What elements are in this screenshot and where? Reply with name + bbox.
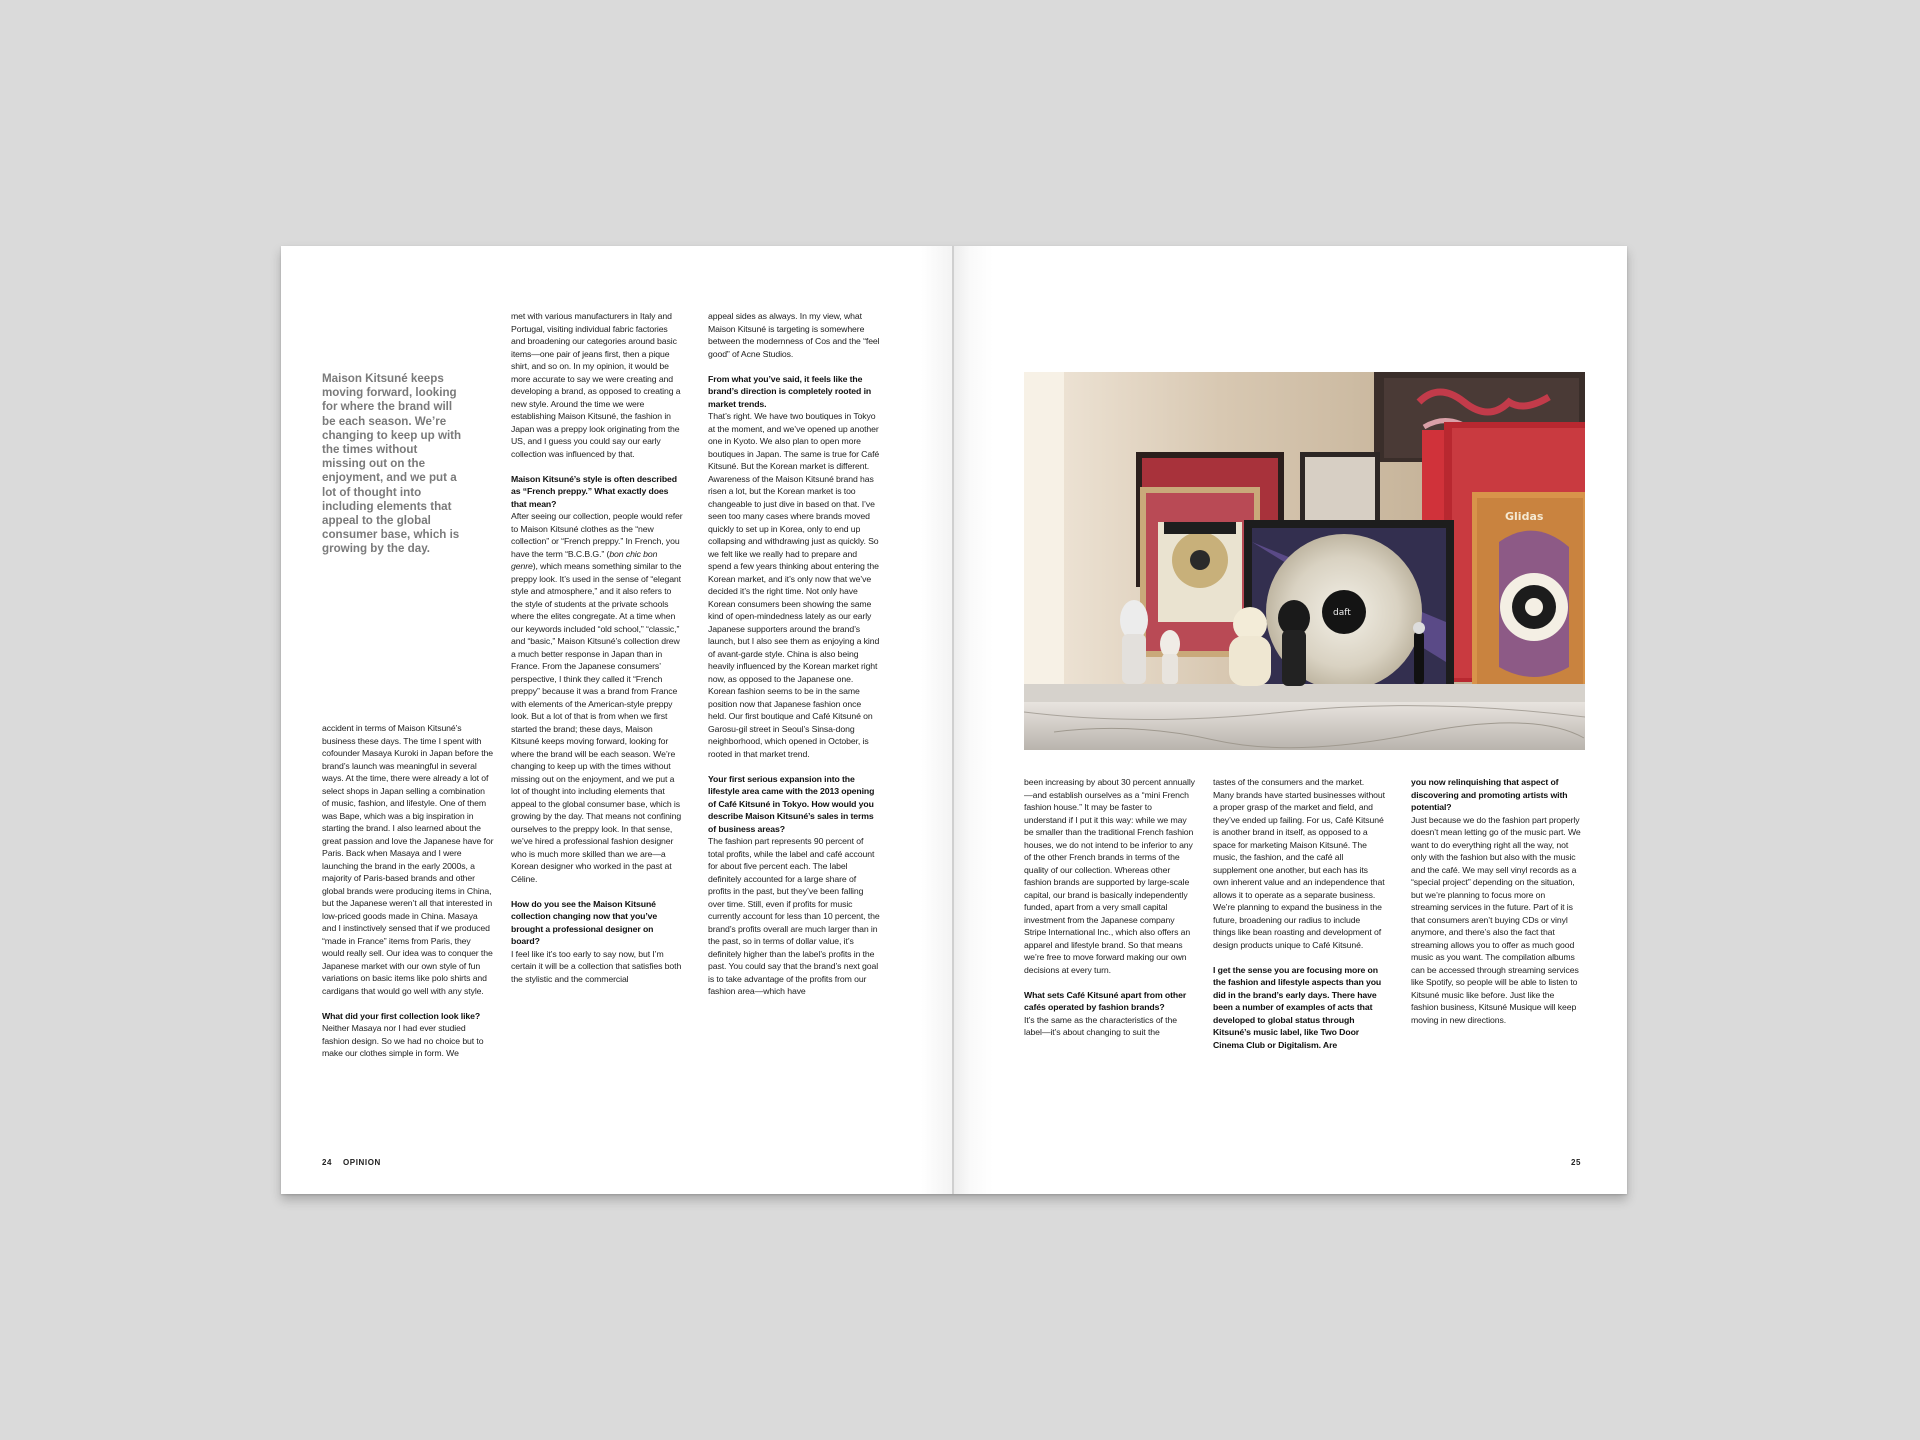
- text-column-2: [511, 310, 683, 985]
- interview-question: you now relinquishing that aspect of discovering and promoting artists with potential?: [1411, 777, 1568, 812]
- text-column-3: [1411, 776, 1583, 1026]
- interview-question: What sets Café Kitsuné apart from other cafés operated by fashion brands?: [1024, 989, 1187, 1012]
- left-page: [281, 246, 953, 1194]
- page-footer: [322, 1158, 381, 1167]
- text-column-1: [322, 722, 494, 1060]
- answer-text: After seeing our collection, people would refer to Maison Kitsuné clothes as the “new collection” or “French preppy.” In French, you have the term “B.C.B.G.” (: [511, 511, 683, 559]
- interview-question: From what you’ve said, it feels like the brand’s direction is completely rooted in market trends.: [708, 373, 872, 409]
- interview-question: Maison Kitsuné’s style is often described as “French preppy.” What exactly does that mean?: [511, 473, 677, 509]
- interview-answer: [511, 510, 683, 885]
- answer-italic: bon chic bon genre: [511, 548, 658, 571]
- mantelpiece-photo: [1024, 372, 1585, 750]
- spine-fold: [952, 246, 954, 1194]
- text-column-2: [1213, 776, 1385, 1051]
- interview-question: How do you see the Maison Kitsuné collection changing now that you’ve brought a professional designer on board?: [511, 898, 658, 946]
- right-page: [953, 246, 1627, 1194]
- poster-text: Glidas: [1505, 510, 1544, 523]
- page-number: 25: [1571, 1158, 1582, 1167]
- paragraph: met with various manufacturers in Italy and Portugal, visiting individual fabric factories and broadening our categories around basic items—one pair of jeans first, then a pique shirt, and so on. In my opinion, it would be more accurate to say we were creating and developing a brand, as opposed to creating a new style. Around the time we were establishing Maison Kitsuné, the fashion in Japan was a preppy look originating from the US, and I guess you could say our early collection was influenced by that.: [511, 311, 681, 459]
- interview-answer: The fashion part represents 90 percent of total profits, while the label and café account for about five percent each. The label definitely accounted for a large share of profits in the past, but they’ve been falling over time. Still, even if profits for music currently account for less than 10 percent, the brand’s profits overall are much larger than in the past, so in terms of dollar value, it’s definitely higher than the label’s profits in the past. You could say that the brand’s next goal is to take advantage of the profits from our fashion area—which have: [708, 836, 880, 996]
- paragraph: appeal sides as always. In my view, what Maison Kitsuné is targeting is somewhere between the modernness of Cos and the “feel good” of Acne Studios.: [708, 311, 880, 359]
- interview-answer: Neither Masaya nor I had ever studied fashion design. So we had no choice but to make our clothes simple in form. We: [322, 1023, 484, 1058]
- answer-text: ), which means something similar to the preppy look. It’s used in the sense of “elegant style and atmosphere,” and it also refers to the style of students at the private schools where the elites congregate. At a time when our keywords included “old school,” “classic,” and “basic,” Maison Kitsuné’s collection drew a much better response in Japan than in France. From the Japanese consumers’ perspective, I think they called it “French preppy” because it was a brand from France with elements of the American-style preppy look. But a lot of that is from when we first started the brand; these days, Maison Kitsuné keeps moving forward, looking for where the brand will be each season. We’re changing to keep up with the times without missing out on the enjoyment, and we put a lot of thought into including elements that appeal to the global consumer base, which is growing by the day. That means not confining ourselves to the preppy look. In that sense, we’ve hired a professional fashion designer who is much more skilled than we are—a Korean designer who worked in the past at Céline.: [511, 561, 682, 884]
- interview-answer: I feel like it’s too early to say now, but I’m certain it will be a collection that satisfies both the stylistic and the commercial: [511, 948, 682, 984]
- text-column-3: [708, 310, 880, 998]
- interview-answer: Just because we do the fashion part properly doesn’t mean letting go of the music part. We want to do everything right all the way, not only with the fashion but also with the music and the café. We may sell vinyl records as a “special project” depending on the situation, but we’re planning to focus more on streaming services in the future. Part of it is that consumers aren’t buying CDs or vinyl anymore, and there’s also the fact that streaming allows you to offer as much good music as you want. The compilation albums can be accessed through streaming services like Spotify, so people will be able to listen to Kitsuné music like before. Just like the fashion business, Kitsuné Musique will keep moving in new directions.: [1411, 814, 1581, 1025]
- interview-question: What did your first collection look like?: [322, 1010, 481, 1021]
- section-label: OPINION: [342, 1158, 381, 1167]
- interview-answer: It’s the same as the characteristics of the label—it’s about changing to suit the: [1024, 1014, 1177, 1037]
- interview-question: I get the sense you are focusing more on the fashion and lifestyle aspects than you did in the brand’s early days. There have been a number of examples of acts that developed to global status through Kitsuné’s music label, like Two Door Cinema Club or Digitalism. Are: [1213, 964, 1382, 1050]
- paragraph: tastes of the consumers and the market. Many brands have started businesses without a proper grasp of the market and field, and they’ve ended up failing. For us, Café Kitsuné is another brand in itself, as opposed to a space for marketing Maison Kitsuné. The music, the fashion, and the café all supplement one another, but each has its own inherent value and an independence that allows it to operate as a separate business. We’re planning to expand the business in the future, broadening our radius to include things like bean roasting and development of design products unique to Café Kitsuné.: [1213, 777, 1385, 950]
- interview-answer: That’s right. We have two boutiques in Tokyo at the moment, and we’ve opened up another one in Kyoto. We also plan to open more boutiques in Japan. The same is true for Café Kitsuné. But the Korean market is different. Awareness of the Maison Kitsuné brand has risen a lot, but the Korean market is too changeable to just dive in based on that. I’ve seen too many cases where brands moved quickly to set up in Korea, only to end up collapsing and withdrawing just as quickly. So we felt like we really had to prepare and spend a few years thinking about entering the Korean market, and it’s only now that we’ve decided it’s the right time. Not only have Korean consumers been showing the same kind of open-mindedness lately as our early Japanese supporters around the brand’s launch, but I also see them as enjoying a kind of avant-garde style. China is also being heavily influenced by the Korean market right now, as opposed to the Japanese one. Korean fashion seems to be in the same position now that Japanese fashion once held. Our first boutique and Café Kitsuné on Garosu-gil street in Seoul’s Sinsa-dong neighborhood, which opened in October, is rooted in that market trend.: [708, 411, 880, 759]
- text-column-1: [1024, 776, 1196, 1039]
- pull-quote: Maison Kitsuné keeps moving forward, looking for where the brand will be each season. We’re changing to keep up with the times without missing out on the enjoyment, and we put a lot of thought into including elements that appeal to the global consumer base, which is growing by the day.: [322, 372, 462, 556]
- interview-question: Your first serious expansion into the lifestyle area came with the 2013 opening of Café Kitsuné in Tokyo. How would you describe Maison Kitsuné’s sales in terms of business areas?: [708, 773, 875, 834]
- magazine-spread: [281, 246, 1627, 1194]
- page-number: 24: [322, 1158, 333, 1167]
- paragraph: accident in terms of Maison Kitsuné’s business these days. The time I spent with cofounder Masaya Kuroki in Japan before the brand’s launch was meaningful in several ways. At the time, there were already a lot of select shops in Japan selling a combination of music, fashion, and lifestyle. One of them was Bape, which was a big inspiration in starting the brand. I also learned about the great passion and love the Japanese have for Paris. Back when Masaya and I were launching the brand in the early 2000s, a majority of Paris-based brands and other global brands were producing items in China, but the Japanese weren’t all that interested in low-priced goods made in China. Masaya and I instinctively sensed that if we produced “made in France” items from Paris, they would really sell. Our idea was to conquer the Japanese market with our own style of fun variations on basic items like polo shirts and cardigans that would go well with any style.: [322, 723, 494, 996]
- paragraph: been increasing by about 30 percent annually—and establish ourselves as a “mini French fashion house.” It may be faster to understand if I put it this way: while we may be smaller than the traditional French fashion houses, we do not intend to be inferior to any of the other French brands in terms of the quality of our collection. Whereas other fashion brands are supported by large-scale capital, our brand is basically independently funded, apart from a very small capital investment from the Japanese company Stripe International Inc., which also offers an apparel and lifestyle brand. So that means we’re free to move forward making our own decisions at every turn.: [1024, 777, 1195, 975]
- svg-text:daft: daft: [1333, 608, 1351, 618]
